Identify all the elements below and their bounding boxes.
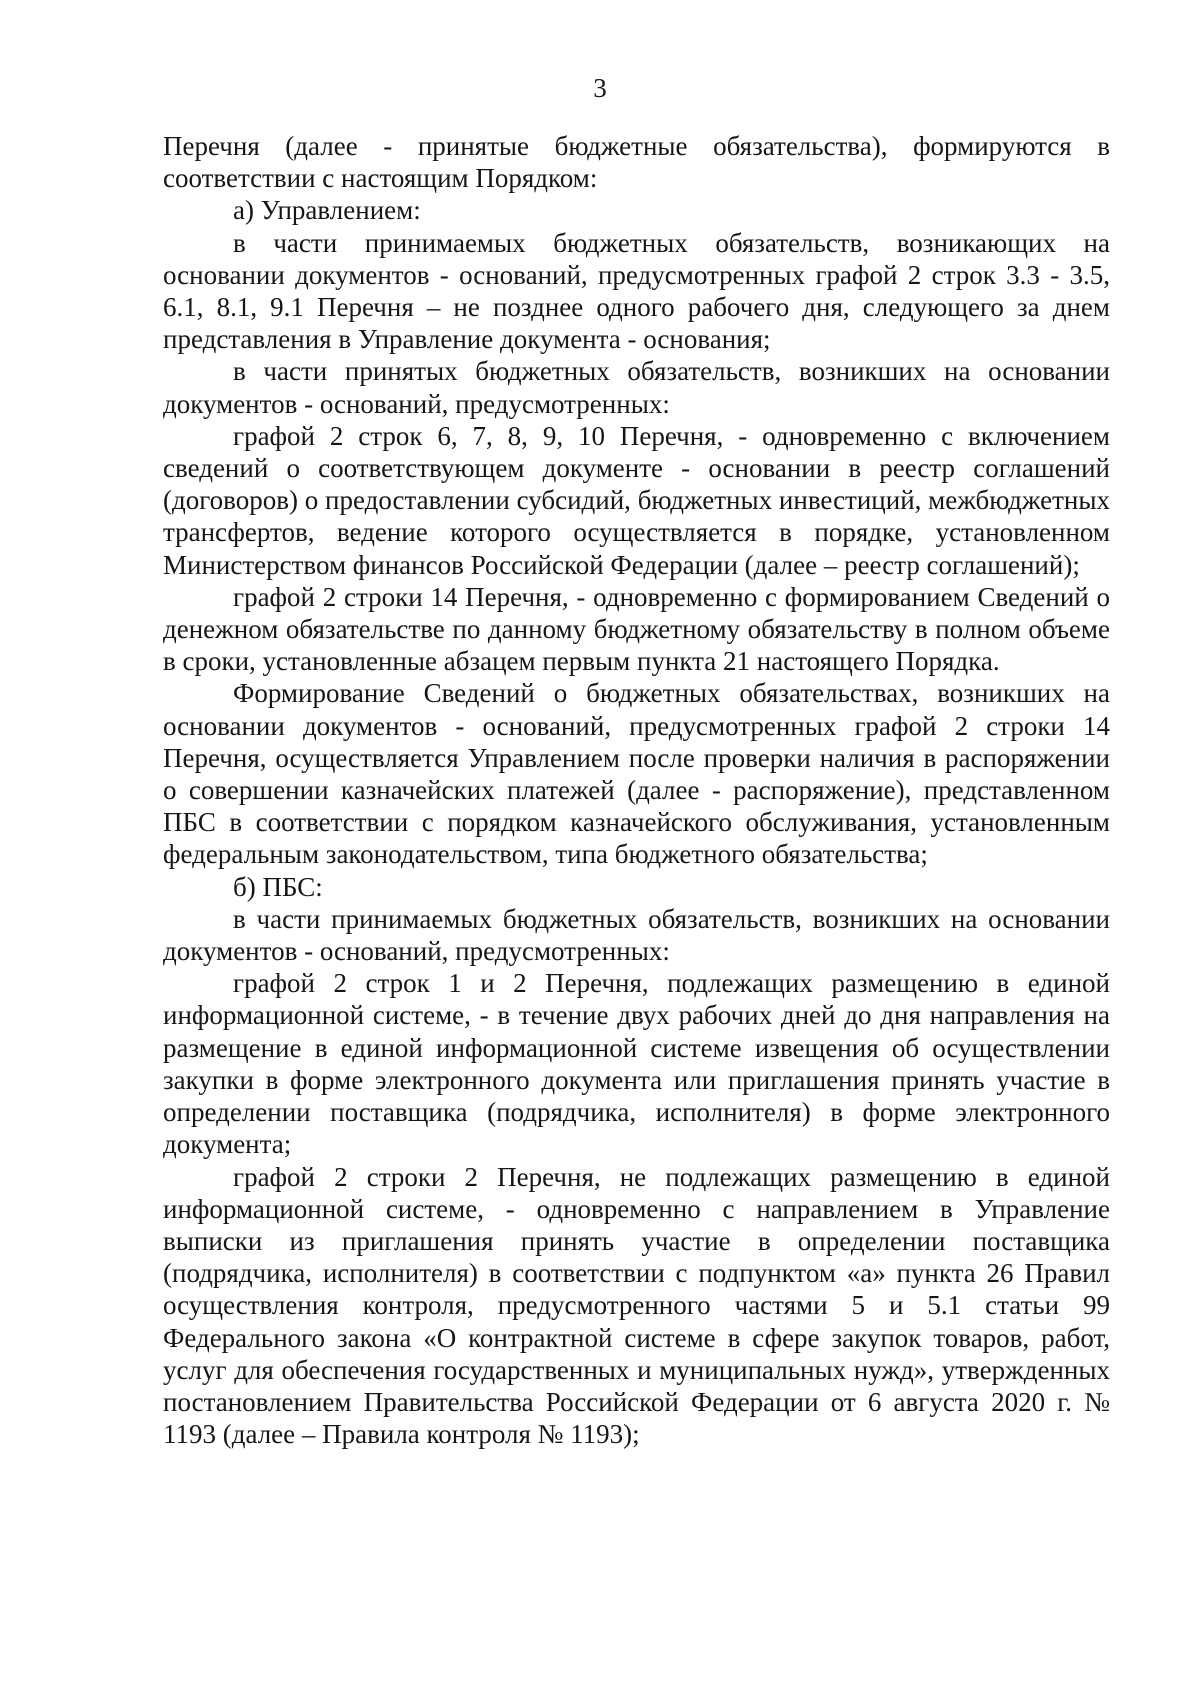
paragraph: в части принимаемых бюджетных обязательств, возникающих на основании документов - оснований, предусмотренных графой 2 строк 3.3 - 3.5, 6.1, 8.1, 9.1 Перечня – не позднее одного рабочего дня, следующего за днем представления в Управление документа - основания; xyxy=(163,227,1110,355)
paragraph: Формирование Сведений о бюджетных обязательствах, возникших на основании документов - оснований, предусмотренных графой 2 строки 14 Перечня, осуществляется Управлением после проверки наличия в распоряжении о совершении казначейских платежей (далее - распоряжение), представленном ПБС в соответствии с порядком казначейского обслуживания, установленным федеральным законодательством, типа бюджетного обязательства; xyxy=(163,678,1110,870)
paragraph-continuation: Перечня (далее - принятые бюджетные обязательства), формируются в соответствии с настоящим Порядком: xyxy=(163,131,1110,194)
paragraph: графой 2 строки 14 Перечня, - одновременно с формированием Сведений о денежном обязательстве по данному бюджетному обязательству в полном объеме в сроки, установленные абзацем первым пункта 21 настоящего Порядка. xyxy=(163,581,1110,677)
paragraph: графой 2 строки 2 Перечня, не подлежащих размещению в единой информационной системе, - одновременно с направлением в Управление выписки из приглашения принять участие в определении поставщика (подрядчика, исполнителя) в соответствии с подпунктом «а» пункта 26 Правил осуществления контроля, предусмотренного частями 5 и 5.1 статьи 99 Федерального закона «О контрактной системе в сфере закупок товаров, работ, услуг для обеспечения государственных и муниципальных нужд», утвержденных постановлением Правительства Российской Федерации от 6 августа 2020 г. № 1193 (далее – Правила контроля № 1193); xyxy=(163,1161,1110,1450)
paragraph: графой 2 строк 1 и 2 Перечня, подлежащих размещению в единой информационной системе, - в течение двух рабочих дней до дня направления на размещение в единой информационной системе извещения об осуществлении закупки в форме электронного документа или приглашения принять участие в определении поставщика (подрядчика, исполнителя) в форме электронного документа; xyxy=(163,968,1110,1160)
paragraph-subitem-a: а) Управлением: xyxy=(233,195,421,226)
paragraph: в части принятых бюджетных обязательств, возникших на основании документов - оснований, предусмотренных: xyxy=(163,356,1110,419)
document-body xyxy=(163,130,1110,1450)
paragraph: в части принимаемых бюджетных обязательств, возникших на основании документов - оснований, предусмотренных: xyxy=(163,903,1110,967)
page-number: 3 xyxy=(593,73,607,103)
paragraph-subitem-b: б) ПБС: xyxy=(233,871,323,902)
paragraph: графой 2 строк 6, 7, 8, 9, 10 Перечня, - одновременно с включением сведений о соответствующем документе - основании в реестр соглашений (договоров) о предоставлении субсидий, бюджетных инвестиций, межбюджетных трансфертов, ведение которого осуществляется в порядке, установленном Министерством финансов Российской Федерации (далее – реестр соглашений); xyxy=(163,420,1110,580)
